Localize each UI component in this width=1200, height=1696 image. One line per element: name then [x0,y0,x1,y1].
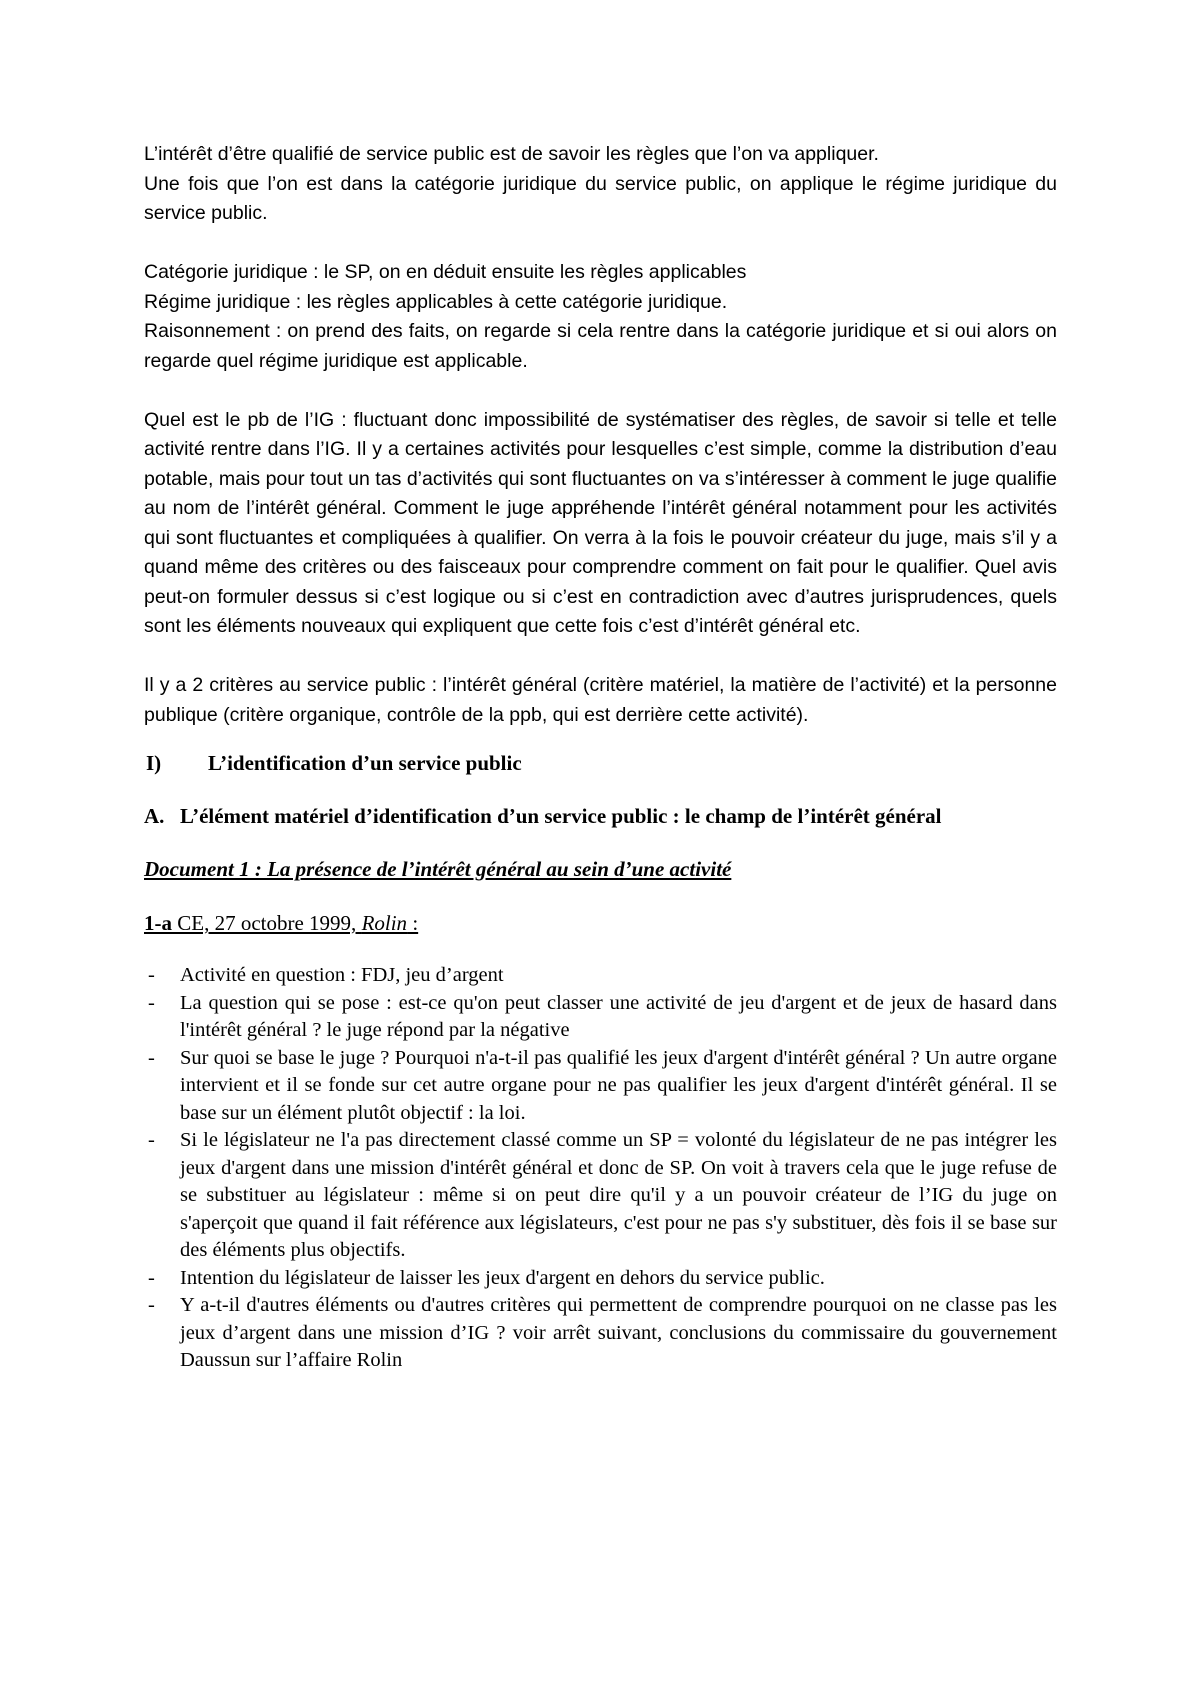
analysis-list [144,962,1057,1375]
definition-raisonnement: Raisonnement : on prend des faits, on regarde si cela rentre dans la catégorie juridique et si oui alors on regarde quel régime juridique est applicable. [144,320,1057,372]
list-item [144,1265,1057,1293]
case-name: Rolin [361,911,408,935]
dash-bullet: - [148,1266,155,1289]
spacer [144,642,1057,672]
list-item-text: Intention du législateur de laisser les jeux d'argent en dehors du service public. [180,1266,825,1289]
section-number: I) [146,751,162,775]
spacer [144,229,1057,259]
section-heading-i [144,748,1057,778]
dash-bullet: - [148,1294,155,1316]
definition-categorie-juridique: Catégorie juridique : le SP, on en déduit ensuite les règles applicables [144,261,747,283]
paragraph-deux-criteres: Il y a 2 critères au service public : l’intérêt général (critère matériel, la matière de l’activité) et la personne publique (critère organique, contrôle de la ppb, qui est derrière cette activité). [144,674,1057,726]
list-item-text: Si le législateur ne l'a pas directement classé comme un SP = volonté du législateur de ne pas intégrer les jeux d'argent dans une mission d'intérêt général et donc de SP. On voit à travers cela que le juge refuse de se substituer au législateur : même si on peut dire qu'il y a un pouvoir créateur de l’IG du juge on s'aperçoit que quand il fait référence aux législateurs, c'est pour ne pas s'y substituer, dès fois il se base sur des éléments plus objectifs. [180,1129,1057,1261]
case-ref: 1-a [144,911,172,935]
definition-regime-juridique: Régime juridique : les règles applicables à cette catégorie juridique. [144,290,728,313]
list-item-text: Sur quoi se base le juge ? Pourquoi n'a-t-il pas qualifié les jeux d'argent d'intérêt général ? Un autre organe intervient et il se fonde sur cet autre organe pour ne pas qualifier les jeux d'argent d'intérêt général. Il se base sur un élément plutôt objectif : la loi. [180,1046,1057,1124]
dash-bullet: - [148,1046,155,1069]
page-content [144,140,1057,1375]
dash-bullet: - [148,964,155,986]
subsection-number: A. [144,804,165,828]
list-item [144,1127,1057,1265]
list-item [144,1292,1057,1375]
case-court-date: CE, 27 octobre 1999, [172,911,362,935]
intro-block [144,140,1057,730]
case-suffix: : [407,911,419,935]
list-item [144,1045,1057,1128]
list-item [144,962,1057,990]
document-title: Document 1 : La présence de l’intérêt général au sein d’une activité [144,857,732,881]
spacer [144,376,1057,406]
section-title: L’identification d’un service public [208,751,522,775]
section-heading-a [144,802,1057,830]
dash-bullet: - [148,991,155,1014]
list-item-text: Y a-t-il d'autres éléments ou d'autres critères qui permettent de comprendre pourquoi on ne classe pas les jeux d’argent dans une mission d’IG ? voir arrêt suivant, conclusions du commissaire du gouvernement Daussun sur l’affaire Rolin [180,1294,1057,1371]
list-item-text: La question qui se pose : est-ce qu'on peut classer une activité de jeu d'argent et de jeux de hasard dans l'intérêt général ? le juge répond par la négative [180,991,1057,1041]
list-item [144,990,1057,1045]
paragraph-interet-qualification: L’intérêt d’être qualifié de service public est de savoir les règles que l’on va appliquer. [144,143,879,165]
case-heading [144,908,1057,938]
paragraph-regime-service-public: Une fois que l’on est dans la catégorie juridique du service public, on applique le régime juridique du service public. [144,172,1057,224]
dash-bullet: - [148,1129,155,1151]
paragraph-probleme-ig: Quel est le pb de l’IG : fluctuant donc impossibilité de systématiser des règles, de savoir si telle et telle activité rentre dans l’IG. Il y a certaines activités pour lesquelles c’est simple, comme la distribution d’eau potable, mais pour tout un tas d’activités qui sont fluctuantes on va s’intéresser à comment le juge qualifie au nom de l’intérêt général. Comment le juge appréhende l’intérêt général notamment pour les activités qui sont fluctuantes et compliquées à qualifier. On verra à la fois le pouvoir créateur du juge, mais s’il y a quand même des critères ou des faisceaux pour comprendre comment on fait pour le qualifier. Quel avis peut-on formuler dessus si c’est logique ou si c’est en contradiction avec d’autres jurisprudences, quels sont les éléments nouveaux qui expliquent que cette fois c’est d’intérêt général etc. [144,408,1057,637]
list-item-text: Activité en question : FDJ, jeu d’argent [180,964,504,986]
subsection-title: L’élément matériel d’identification d’un service public : le champ de l’intérêt général [180,804,942,828]
